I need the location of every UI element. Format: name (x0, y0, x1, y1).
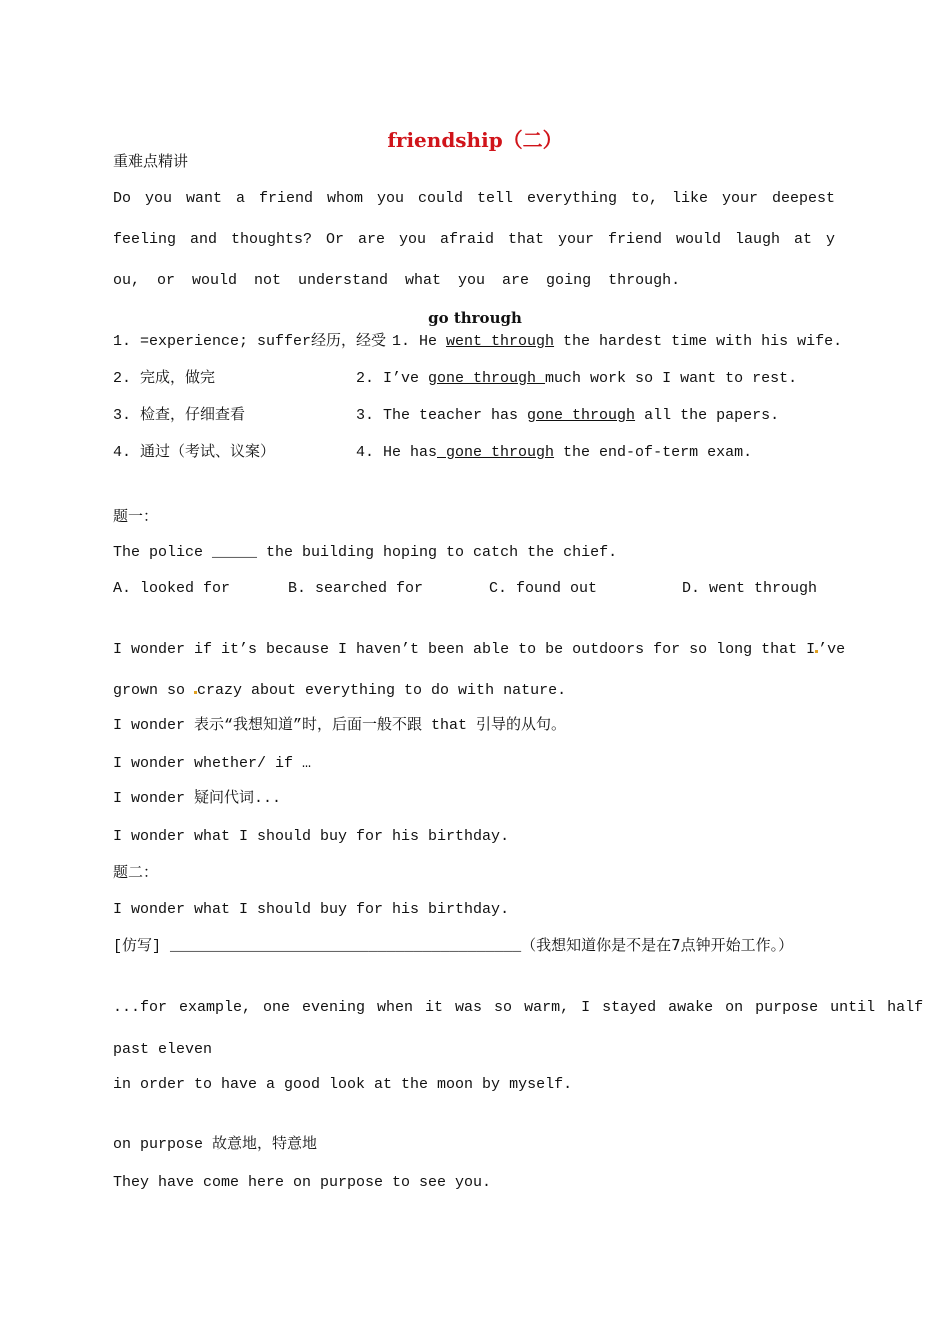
meaning-1: 1. =experience; suffer经历，经受 (113, 333, 387, 350)
passage2-line1 (113, 640, 846, 660)
meaning-4: 4. 通过（考试、议案） (113, 444, 276, 461)
example-3-underlined: gone through (527, 407, 636, 424)
passage3-line3: in order to have a good look at the moon by myself. (113, 1076, 573, 1093)
passage3-line2: past eleven (113, 1041, 213, 1058)
q2-sentence: I wonder what I should buy for his birthday. (113, 901, 510, 918)
go-through-heading: go through (428, 309, 522, 327)
on-purpose-example: They have come here on purpose to see you. (113, 1174, 492, 1191)
passage2-line1-end: ’ve (818, 641, 846, 658)
q2-hint: （我想知道你是不是在7点钟开始工作。） (521, 936, 794, 954)
q1-option-b: B. searched for (288, 580, 424, 597)
example-4-pre: 4. He has (356, 444, 438, 461)
example-3-pre: 3. The teacher has (356, 407, 528, 424)
passage1-line3: ou, or would not understand what you are going through. (113, 272, 681, 289)
passage2-line1-text: I wonder if it’s because I haven’t been able to be outdoors for so long that I (113, 641, 816, 658)
q2-answer-blank[interactable]: _______________________________________ (170, 938, 522, 955)
q1-option-d: D. went through (682, 580, 818, 597)
page-title: friendship（二） (387, 128, 563, 152)
example-4 (356, 443, 752, 463)
example-3-post: all the papers. (635, 407, 780, 424)
q2-label: 题二： (113, 863, 159, 881)
passage3-line1: ...for example, one evening when it was so warm, I stayed awake on purpose until half (113, 999, 924, 1016)
q1-option-c: C. found out (489, 580, 598, 597)
passage1-line1: Do you want a friend whom you could tell everything to, like your deepest (113, 190, 835, 207)
wonder-example: I wonder what I should buy for his birthday. (113, 828, 510, 845)
q2-imitate-line (113, 935, 793, 957)
q1-option-a: A. looked for (113, 580, 231, 597)
example-2-pre: 2. I’ve (356, 370, 429, 387)
example-4-underlined: gone through (437, 444, 555, 461)
example-1 (392, 332, 842, 352)
section-heading: 重难点精讲 (113, 152, 189, 170)
passage1-line2: feeling and thoughts? Or are you afraid that your friend would laugh at y (113, 231, 835, 248)
example-2 (356, 369, 797, 389)
example-2-underlined: gone through (428, 370, 546, 387)
passage2-line2-end: crazy about everything to do with nature. (197, 682, 567, 699)
q1-label: 题一： (113, 507, 159, 525)
passage2-line2 (113, 681, 566, 701)
example-3 (356, 406, 779, 426)
meaning-3: 3. 检查，仔细查看 (113, 407, 246, 424)
wonder-note-2: I wonder whether/ if … (113, 755, 312, 772)
example-4-post: the end-of-term exam. (554, 444, 753, 461)
q2-imitate-label: [仿写] (113, 938, 162, 955)
passage2-line2-text: grown so (113, 682, 195, 699)
on-purpose-definition: on purpose 故意地，特意地 (113, 1136, 318, 1153)
q1-question: The police _____ the building hoping to catch the chief. (113, 544, 618, 561)
example-1-post: the hardest time with his wife. (554, 333, 843, 350)
wonder-note-3: I wonder 疑问代词... (113, 790, 282, 807)
wonder-note-1: I wonder 表示“我想知道”时，后面一般不跟 that 引导的从句。 (113, 717, 567, 734)
example-1-pre: 1. He (392, 333, 447, 350)
meaning-2: 2. 完成，做完 (113, 370, 216, 387)
example-1-underlined: went through (446, 333, 555, 350)
example-2-post: much work so I want to rest. (545, 370, 798, 387)
